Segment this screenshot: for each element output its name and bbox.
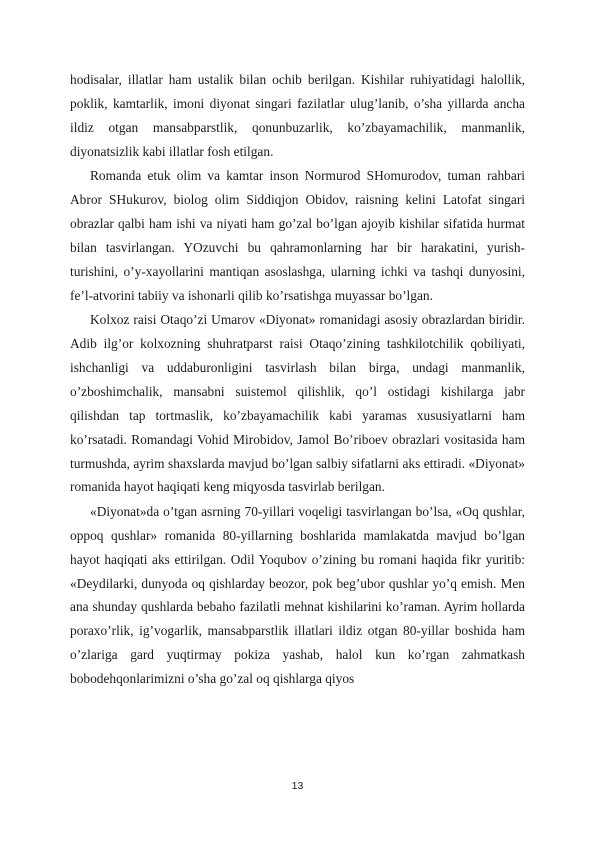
paragraph-1: hodisalar, illatlar ham ustalik bilan ochib berilgan. Kishilar ruhiyatidagi halollik, poklik, kamtarlik, imoni diyonat singari fazilatlar ulug’lanib, o’sha yillarda ancha ildiz otgan mansabparstlik, qonunbuzarlik, ko’zbayamachilik, manmanlik, diyonatsizlik kabi illatlar fosh etilgan.	[70, 72, 525, 159]
paragraph-3: Kolxoz raisi Otaqo’zi Umarov «Diyonat» romanidagi asosiy obrazlardan biridir. Adib ilg’or kolxozning shuhratparst raisi Otaqo’zining tashkilotchilik qobiliyati, ishchanligi va uddaburonligini tasvirlash bilan birga, undagi manmanlik, o’zboshimchalik, mansabni suistemol qilishlik, qo’l ostidagi kishilarga jabr qilishdan tap tortmaslik, ko’zbayamachilik kabi yaramas xususiyatlarni ham ko’rsatadi. Romandagi Vohid Mirobidov, Jamol Bo’riboev obrazlari vositasida ham turmushda, ayrim shaxslarda mavjud bo’lgan salbiy sifatlarni aks ettiradi. «Diyonat» romanida hayot haqiqati keng miqyosda tasvirlab berilgan.	[70, 312, 525, 495]
paragraph-4: «Diyonat»da o’tgan asrning 70-yillari voqeligi tasvirlangan bo’lsa, «Oq qushlar, oppoq qushlar» romanida 80-yillarning boshlarida mamlakatda mavjud bo’lgan hayot haqiqati aks ettirilgan. Odil Yoqubov o’zining bu romani haqida fikr yuritib: «Deydilarki, dunyoda oq qishlarday beozor, pok beg’ubor qushlar yo’q emish. Men ana shunday qushlarda bebaho fazilatli mehnat kishilarini ko’raman. Ayrim hollarda poraxo’rlik, ig’vogarlik, mansabparstlik illatlari ildiz otgan 80-yillar boshida ham o’zlariga gard yuqtirmay pokiza yashab, halol kun ko’rgan zahmatkash bobodehqonlarimizni o’sha go’zal oq qishlarga qiyos	[70, 503, 525, 687]
paragraph-2: Romanda etuk olim va kamtar inson Normurod SHomurodov, tuman rahbari Abror SHukurov, biolog olim Siddiqjon Obidov, raisning kelini Latofat singari obrazlar qalbi ham ishi va niyati ham go’zal bo’lgan ajoyib kishilar sifatida hurmat bilan tasvirlangan. YOzuvchi bu qahramonlarning har bir harakatini, yurish-turishini, o’y-xayollarini mantiqan asoslashga, ularning ichki va tashqi dunyosini, fe’l-atvorini tabiiy va ishonarli qilib ko’rsatishga muyassar bo’lgan.	[70, 168, 525, 303]
body-text	[70, 68, 525, 691]
page-number: 13	[291, 780, 304, 792]
